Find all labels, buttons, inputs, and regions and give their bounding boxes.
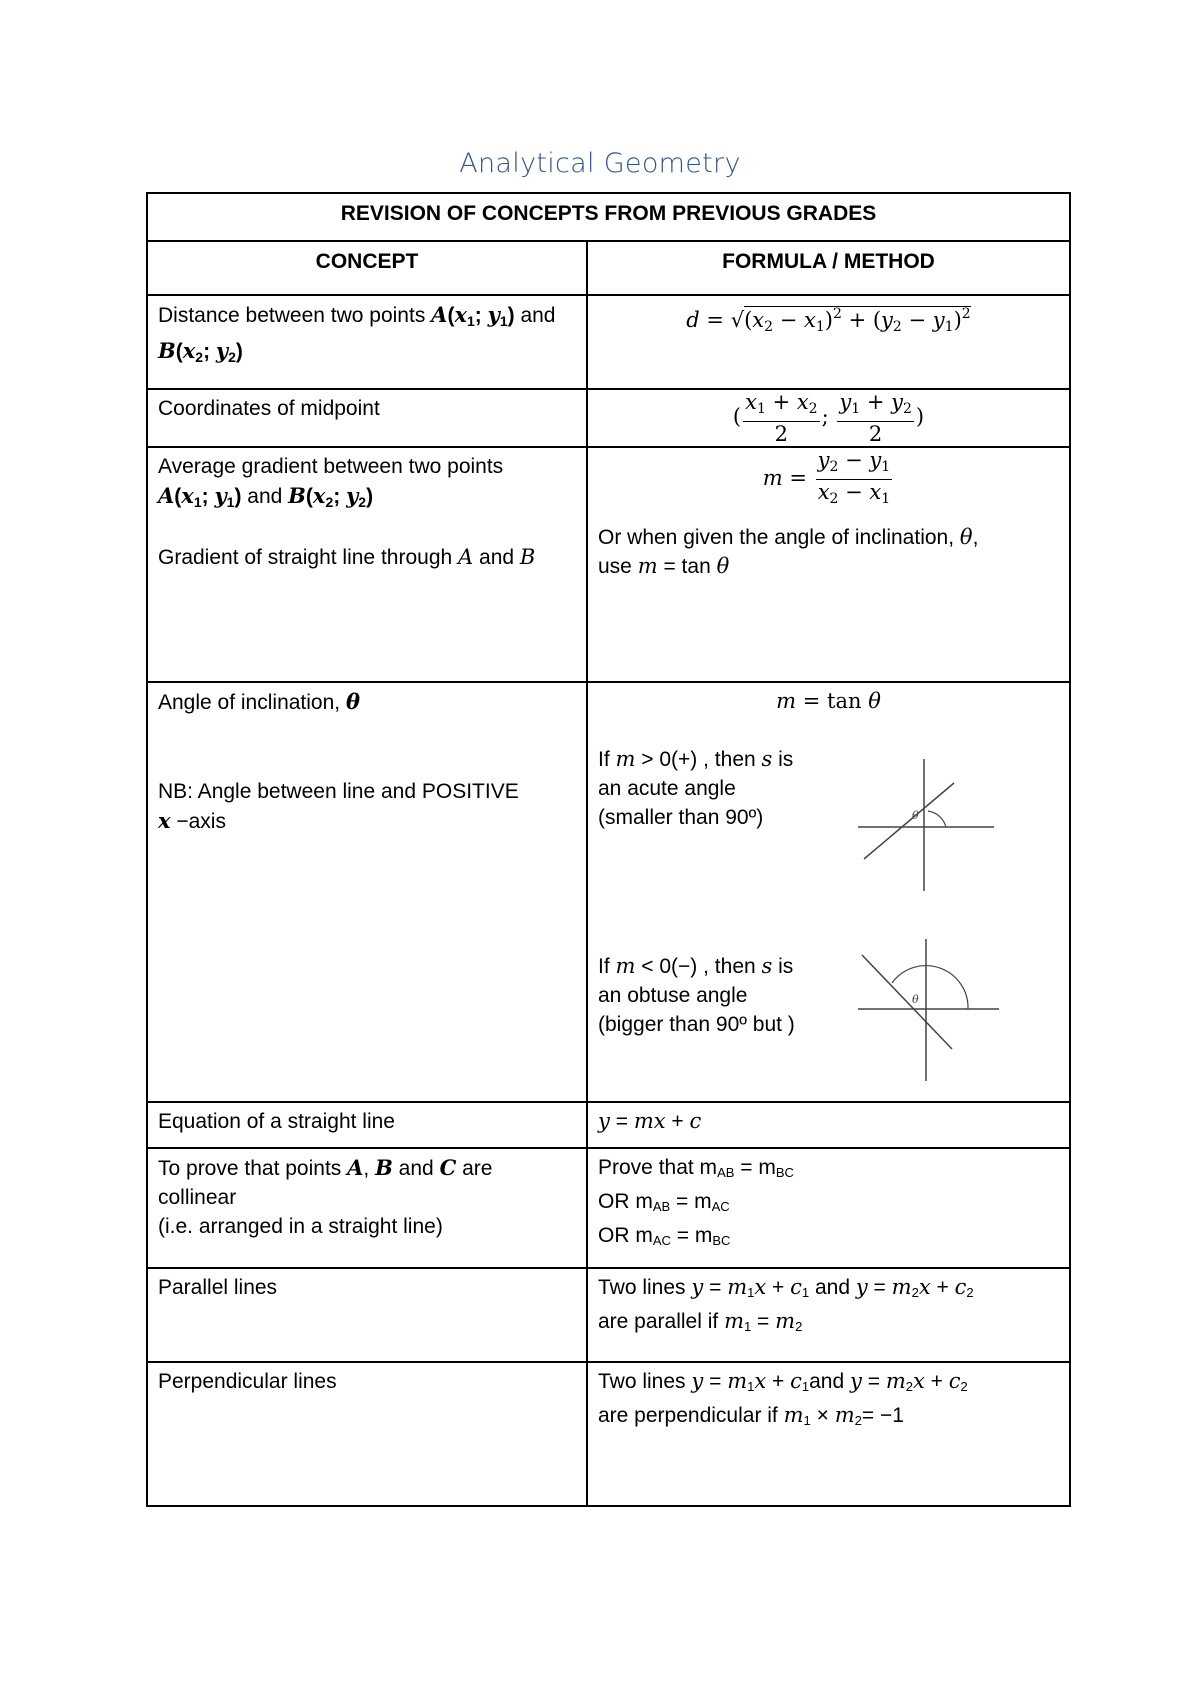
acute-angle-diagram — [856, 755, 996, 895]
concept-equation: Equation of a straight line — [147, 1102, 587, 1148]
obtuse-theta-label: θ — [912, 993, 919, 1006]
formula-gradient: m = $\frac{y_2 - y_1}{x_2 - x_1}$ Or when given the angle of inclination, θ, use m = tan θ — [587, 447, 1070, 682]
table-header-row — [147, 193, 1070, 241]
page-title: Analytical Geometry — [459, 148, 741, 179]
table-row-equation — [147, 1102, 1070, 1148]
formula-midpoint: ( $\frac{x_1 + x_2}{2}$ ; $\frac{y_1 + y_2}{2}$ ) — [587, 389, 1070, 447]
table-row-gradient — [147, 447, 1070, 682]
concept-parallel: Parallel lines — [147, 1268, 587, 1362]
formula-equation: y = mx + c — [587, 1102, 1070, 1148]
revision-table — [146, 192, 1071, 1507]
concept-inclination: Angle of inclination, θ NB: Angle between line and POSITIVE x −axis — [147, 682, 587, 1102]
concept-gradient: Average gradient between two points $A(x_1$; $y_1$) and $B(x_2$; $y_2$) Gradient of straight line through A and B — [147, 447, 587, 682]
concept-distance: Distance between two points $A(x_1$; $y_1$) and $B(x_2$; $y_2$) — [147, 295, 587, 389]
concept-perpendicular: Perpendicular lines — [147, 1362, 587, 1506]
table-row-parallel — [147, 1268, 1070, 1362]
column-headers-row — [147, 241, 1070, 295]
col-concept-header: CONCEPT — [147, 241, 587, 295]
formula-distance: $d = √(x_2 - x_1)^2 + (y_2 - y_1)^2$ — [587, 295, 1070, 389]
formula-parallel: Two lines y = m1x + c1 and y = m2x + c2 are parallel if m1 = m2 — [587, 1268, 1070, 1362]
col-formula-header: FORMULA / METHOD — [587, 241, 1070, 295]
acute-text: If m > 0(+) , then s is an acute angle (smaller than 90º) — [598, 747, 794, 829]
table-row-inclination — [147, 682, 1070, 1102]
formula-collinear: Prove that mAB = mBC OR mAB = mAC OR mAC = mBC — [587, 1148, 1070, 1268]
formula-inclination: m = tan θ If m > 0(+) , then s is an acute angle (smaller than 90º) θ If m < 0(−) , then s is an obtuse angle (bigger than 90º but ) θ — [587, 682, 1070, 1102]
table-row-midpoint — [147, 389, 1070, 447]
concept-midpoint: Coordinates of midpoint — [147, 389, 587, 447]
obtuse-text: If m < 0(−) , then s is an obtuse angle (bigger than 90º but ) — [598, 954, 795, 1036]
concept-collinear: To prove that points A, B and C are collinear (i.e. arranged in a straight line) — [147, 1148, 587, 1268]
obtuse-angle-diagram — [856, 935, 1001, 1085]
table-row-perpendicular — [147, 1362, 1070, 1506]
table-header: REVISION OF CONCEPTS FROM PREVIOUS GRADES — [147, 193, 1070, 241]
table-row-collinear — [147, 1148, 1070, 1268]
acute-theta-label: θ — [912, 809, 919, 822]
table-row-distance — [147, 295, 1070, 389]
formula-perpendicular: Two lines y = m1x + c1and y = m2x + c2 are perpendicular if m1 × m2= −1 — [587, 1362, 1070, 1506]
